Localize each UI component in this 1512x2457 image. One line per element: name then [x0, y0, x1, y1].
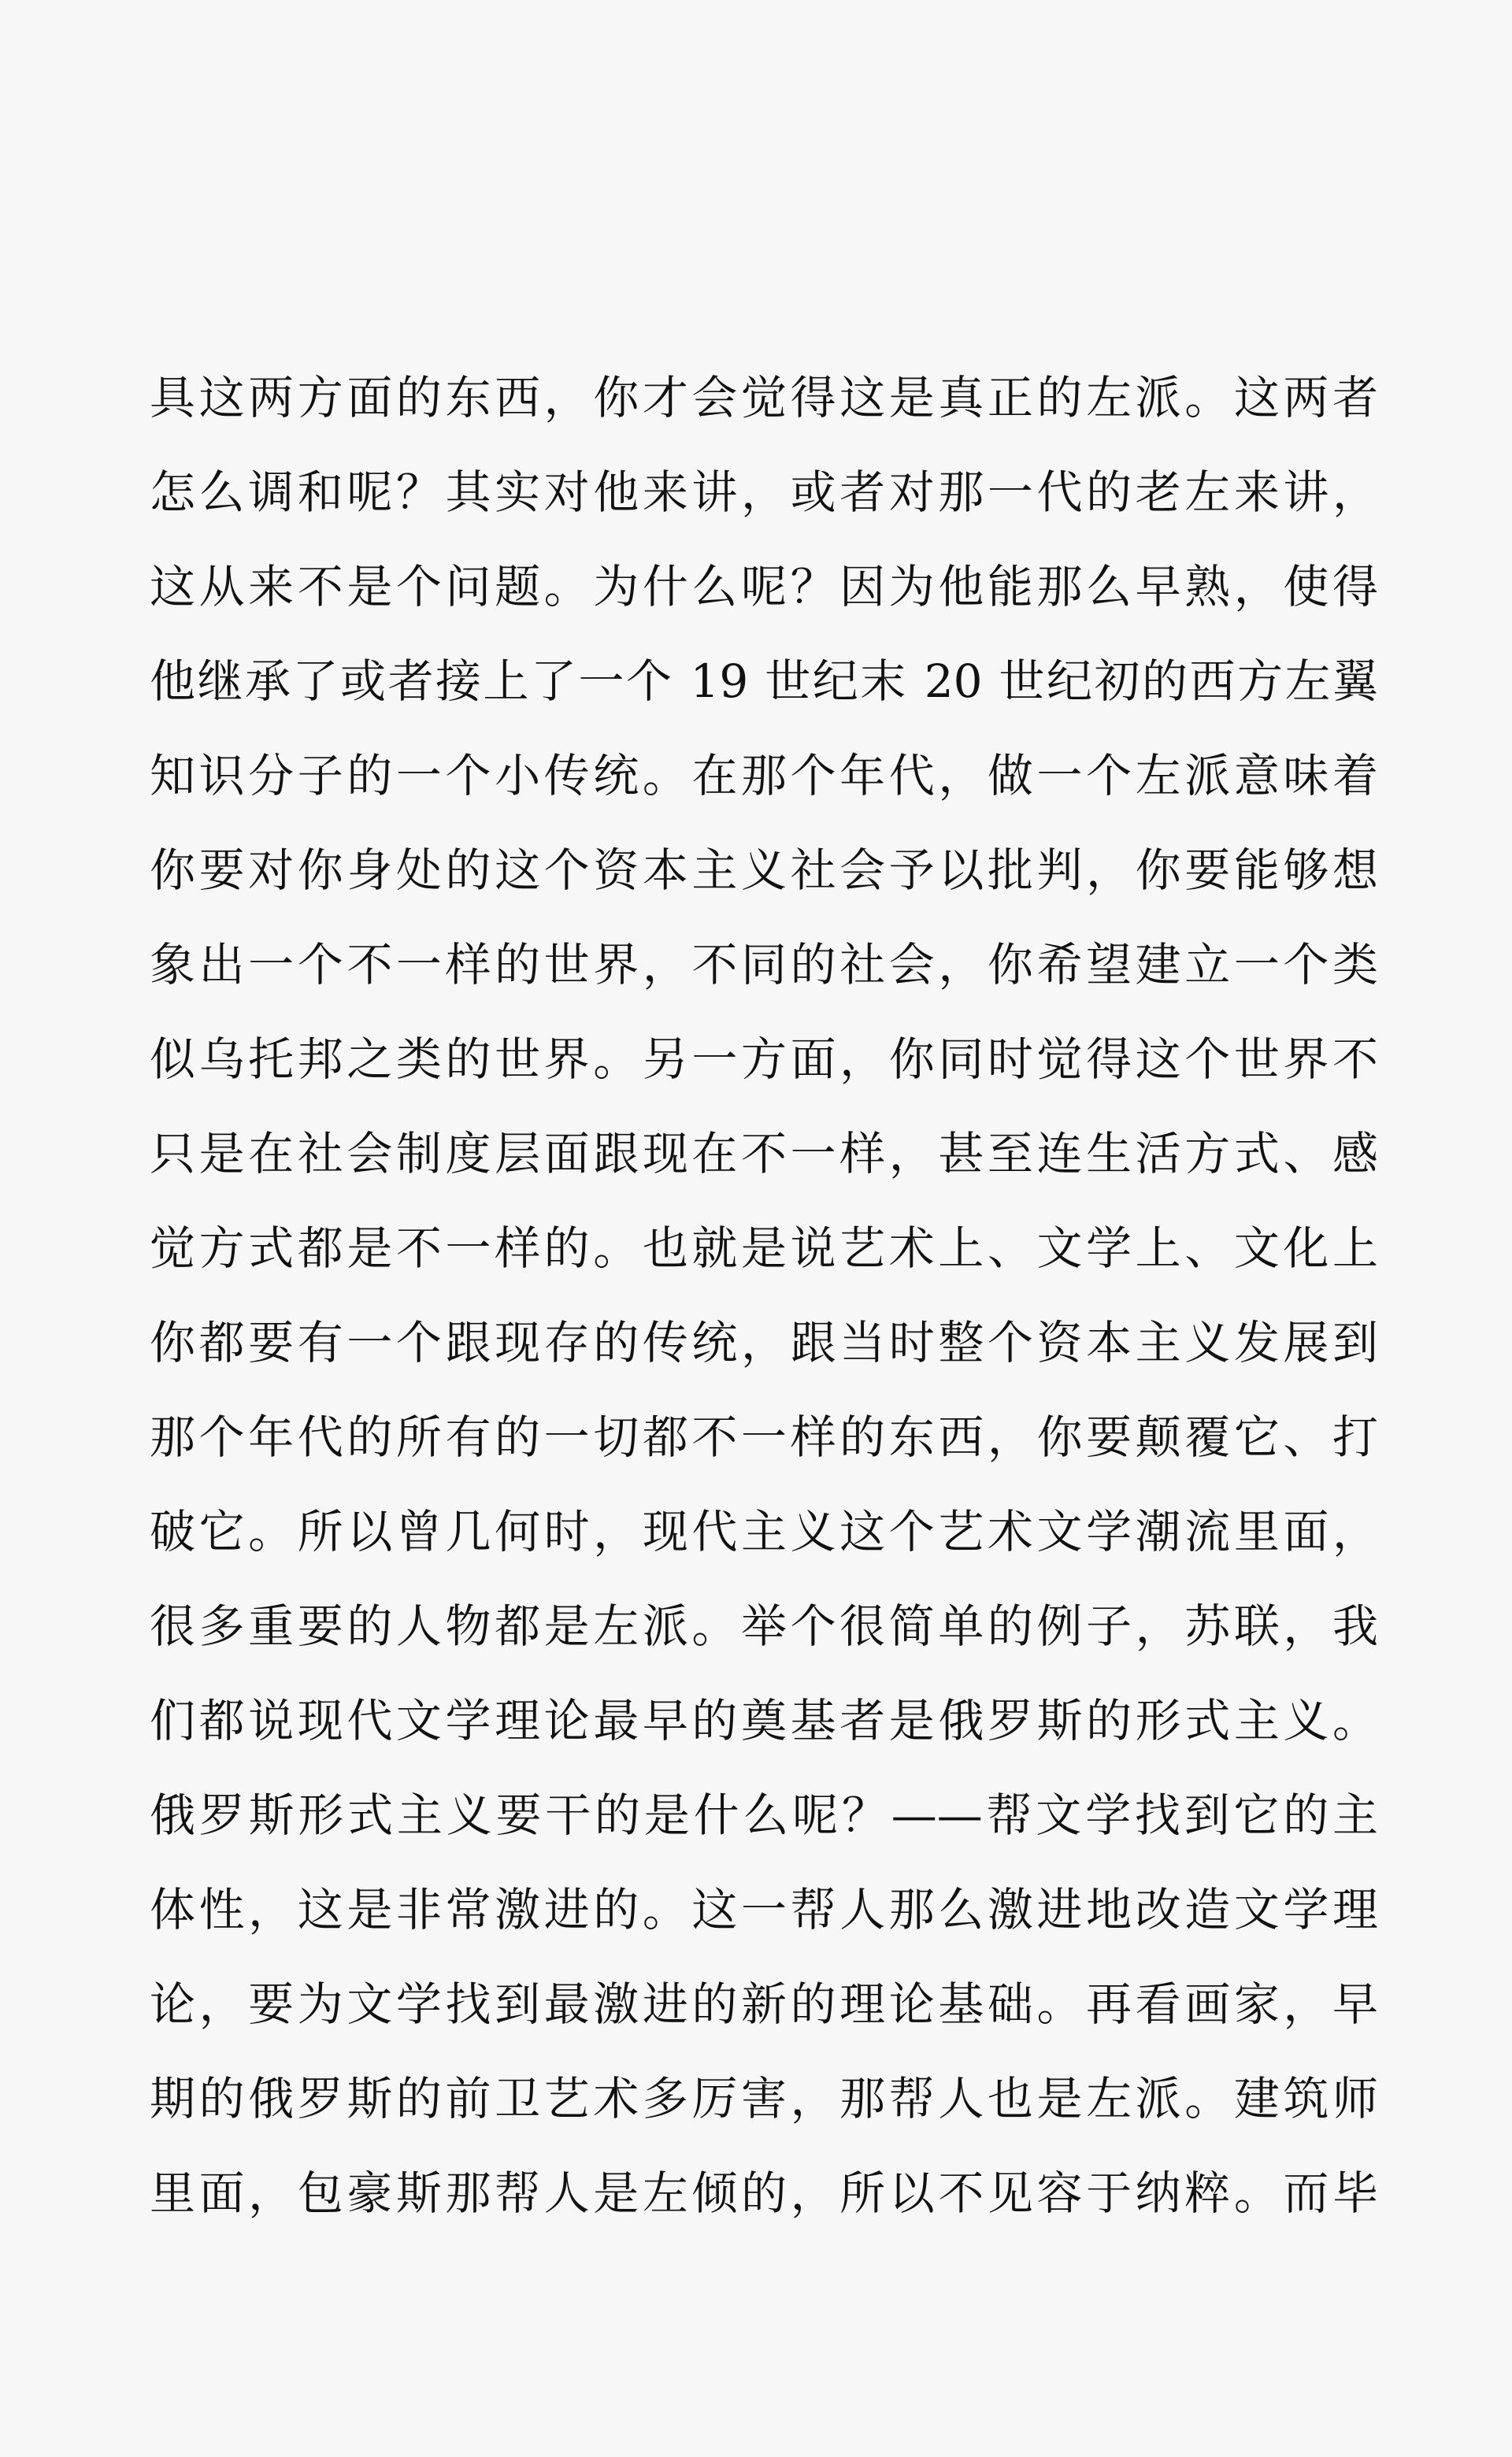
text-line: 只是在社会制度层面跟现在不一样，甚至连生活方式、感	[150, 1127, 1378, 1180]
text-line: 具这两方面的东西，你才会觉得这是真正的左派。这两者	[150, 371, 1378, 424]
text-line: 似乌托邦之类的世界。另一方面，你同时觉得这个世界不	[150, 1032, 1378, 1086]
text-line: 期的俄罗斯的前卫艺术多厉害，那帮人也是左派。建筑师	[150, 2072, 1378, 2125]
text-line: 论，要为文学找到最激进的新的理论基础。再看画家，早	[150, 1977, 1378, 2031]
text-line: 里面，包豪斯那帮人是左倾的，所以不见容于纳粹。而毕	[150, 2166, 1378, 2220]
text-line: 知识分子的一个小传统。在那个年代，做一个左派意味着	[150, 749, 1378, 802]
text-line: 你都要有一个跟现存的传统，跟当时整个资本主义发展到	[150, 1316, 1378, 1369]
body-text	[150, 350, 1378, 2240]
text-line: 们都说现代文学理论最早的奠基者是俄罗斯的形式主义。	[150, 1694, 1378, 1747]
text-line: 破它。所以曾几何时，现代主义这个艺术文学潮流里面，	[150, 1505, 1378, 1558]
text-line: 很多重要的人物都是左派。举个很简单的例子，苏联，我	[150, 1599, 1378, 1653]
text-line: 他继承了或者接上了一个 19 世纪末 20 世纪初的西方左翼	[150, 654, 1378, 708]
text-line: 俄罗斯形式主义要干的是什么呢？——帮文学找到它的主	[150, 1788, 1378, 1842]
text-line: 这从来不是个问题。为什么呢？因为他能那么早熟，使得	[150, 560, 1378, 613]
text-line: 那个年代的所有的一切都不一样的东西，你要颠覆它、打	[150, 1410, 1378, 1464]
text-line: 你要对你身处的这个资本主义社会予以批判，你要能够想	[150, 843, 1378, 897]
text-line: 体性，这是非常激进的。这一帮人那么激进地改造文学理	[150, 1883, 1378, 1936]
text-line: 象出一个不一样的世界，不同的社会，你希望建立一个类	[150, 938, 1378, 991]
text-line: 觉方式都是不一样的。也就是说艺术上、文学上、文化上	[150, 1221, 1378, 1275]
text-line: 怎么调和呢？其实对他来讲，或者对那一代的老左来讲，	[150, 465, 1378, 519]
